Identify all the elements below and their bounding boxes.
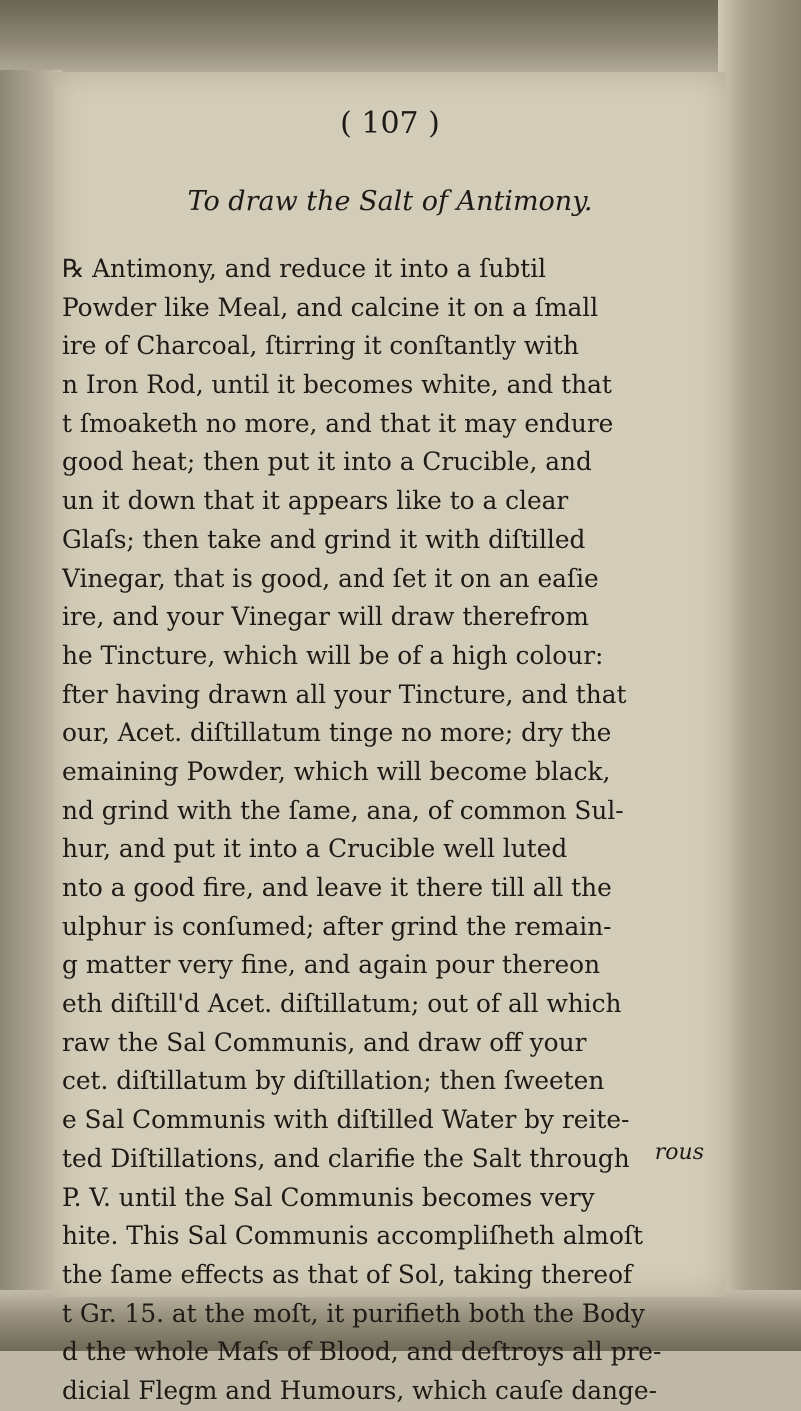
text-line: nd grind with the ſame, ana, of common Sul- xyxy=(62,795,624,825)
text-line: he Tincture, which will be of a high colour: xyxy=(62,640,604,670)
catchword: rous xyxy=(654,1140,704,1165)
page-gutter-shadow xyxy=(0,70,62,1300)
text-line: eth diſtill'd Acet. diſtillatum; out of all which xyxy=(62,989,622,1019)
text-line: dicial Flegm and Humours, which cauſe dange- xyxy=(62,1375,657,1405)
text-line: good heat; then put it into a Crucible, and xyxy=(62,447,592,477)
body-text xyxy=(62,250,712,1411)
text-line: d the whole Maſs of Blood, and deſtroys all pre- xyxy=(62,1337,662,1367)
text-line: hite. This Sal Communis accompliſheth almoſt xyxy=(62,1221,644,1251)
page-number: ( 107 ) xyxy=(340,106,440,141)
text-line: hur, and put it into a Crucible well luted xyxy=(62,834,568,864)
text-line: ted Diſtillations, and clarifie the Salt through xyxy=(62,1143,630,1173)
text-line: Vinegar, that is good, and ſet it on an eaſie xyxy=(62,563,599,593)
text-line: ulphur is conſumed; after grind the remain- xyxy=(62,911,612,941)
book-top-edge xyxy=(0,0,801,78)
book-fore-edge xyxy=(718,0,801,1351)
text-line: Powder like Meal, and calcine it on a ſmall xyxy=(62,292,599,322)
text-line: P. V. until the Sal Communis becomes very xyxy=(62,1182,595,1212)
text-line: raw the Sal Communis, and draw off your xyxy=(62,1027,587,1057)
text-line: n Iron Rod, until it becomes white, and that xyxy=(62,370,612,400)
text-line: ire, and your Vinegar will draw therefrom xyxy=(62,602,589,632)
text-line: Glaſs; then take and grind it with diſtilled xyxy=(62,524,586,554)
text-line: g matter very fine, and again pour thereon xyxy=(62,950,601,980)
book-page xyxy=(54,72,726,1405)
text-line: t ſmoaketh no more, and that it may endure xyxy=(62,408,614,438)
text-line: e Sal Communis with diſtilled Water by reite- xyxy=(62,1105,630,1135)
text-line: t Gr. 15. at the moſt, it purifieth both the Body xyxy=(62,1298,645,1328)
section-heading: To draw the Salt of Antimony. xyxy=(187,186,593,217)
text-line: ire of Charcoal, ſtirring it conſtantly with xyxy=(62,331,579,361)
text-line: cet. diſtillatum by diſtillation; then ſweeten xyxy=(62,1066,605,1096)
text-line: ℞ Antimony, and reduce it into a ſubtil xyxy=(62,254,547,283)
text-line: un it down that it appears like to a clear xyxy=(62,486,569,516)
text-line: our, Acet. diſtillatum tinge no more; dry the xyxy=(62,718,612,748)
text-line: fter having drawn all your Tincture, and that xyxy=(62,679,627,709)
text-line: emaining Powder, which will become black, xyxy=(62,756,611,786)
text-line: the ſame effects as that of Sol, taking thereof xyxy=(62,1259,633,1289)
text-line: nto a good fire, and leave it there till all the xyxy=(62,873,612,902)
